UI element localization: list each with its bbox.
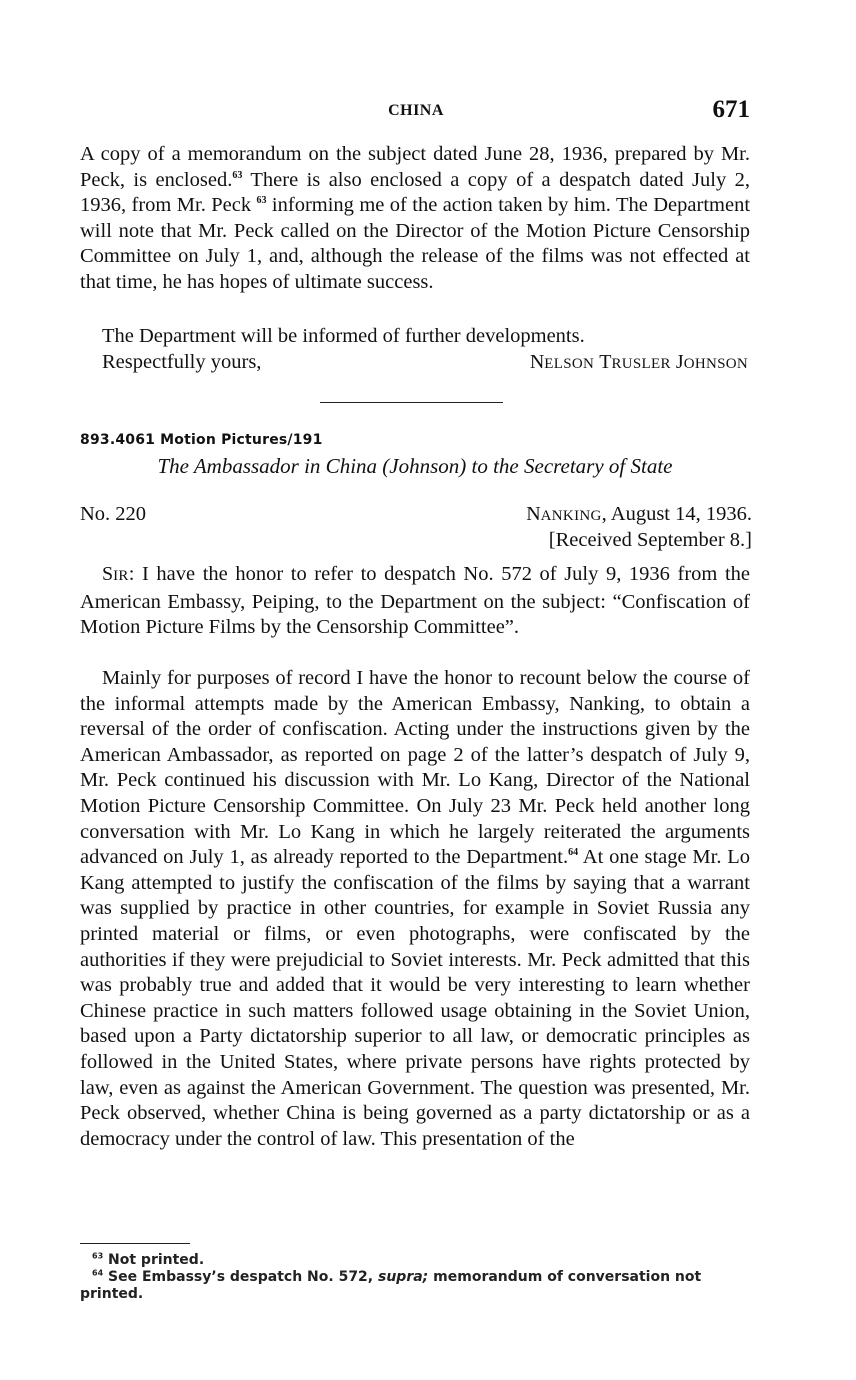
footnotes — [80, 1252, 752, 1303]
despatch-number: No. 220 — [80, 503, 147, 525]
closing-block — [80, 350, 750, 376]
section-divider — [320, 402, 503, 403]
running-title: CHINA — [388, 102, 444, 119]
footnote-ref[interactable]: 63 — [232, 169, 243, 181]
footnote-ref[interactable]: 63 — [256, 195, 267, 207]
developments-paragraph: The Department will be informed of further developments. — [102, 325, 585, 347]
file-reference: 893.4061 Motion Pictures/191 — [80, 432, 323, 448]
page-header — [80, 96, 752, 128]
intro-paragraph — [80, 142, 750, 296]
signature: NELSON TRUSLER JOHNSON — [529, 351, 748, 373]
closing-phrase: Respectfully yours, — [102, 351, 262, 373]
intro-text: A copy of a memorandum on the subject dated June 28, 1936, prepared by Mr. Peck, is enclosed. — [80, 143, 750, 191]
footnote-ref[interactable]: 64 — [568, 847, 579, 859]
footnote-63: $^{63}$ Not printed. — [92, 1251, 205, 1268]
body-paragraph — [80, 666, 750, 1152]
place-and-date: NANKING, August 14, 1936. — [526, 503, 752, 525]
footnote-rule — [80, 1243, 190, 1244]
intro-text: informing me of the action taken by him. The Department will note that Mr. Peck called on the Director of the Motion Picture Censorship Committee on July 1, and, although the release of the films was not effected at that time, he has hopes of ultimate success. — [80, 194, 751, 293]
received-date: [Received September 8.] — [548, 529, 752, 551]
salutation-paragraph: SIR: I have the honor to refer to despatch No. 572 of July 9, 1936 from the American Embassy, Peiping, to the Department on the subject: “Confiscation of Motion Picture Films by the Censorship Committee”. — [80, 563, 750, 639]
intro-text: There is also enclosed a copy of a despatch dated July 2, 1936, from Mr. Peck — [80, 168, 750, 217]
document-heading: The Ambassador in China (Johnson) to the Secretary of State — [157, 454, 673, 478]
footnote-64: $^{64}$ See Embassy’s despatch No. 572, supra; memorandum of conversation not printed. — [80, 1268, 702, 1302]
body-text: At one stage Mr. Lo Kang attempted to justify the confiscation of the films by saying that a warrant was supplied by practice in other countries, for example in Soviet Russia any printed material or films, or even photographs, were confiscated by the authorities if they were prejudicial to Soviet interests. Mr. Peck admitted that this was probably true and added that it would be very interesting to learn whether Chinese practice in such matters followed usage obtaining in the Soviet Union, based upon a Party dictatorship superior to all law, or democratic principles as followed in the United States, where private persons have rights protected by law, even as against the American Government. The question was presented, Mr. Peck observed, whether China is being governed as a party dictatorship or as a democracy under the control of law. This presentation of the — [80, 846, 751, 1150]
document-meta — [80, 502, 752, 552]
body-text: Mainly for purposes of record I have the honor to recount below the course of the informal attempts made by the American Embassy, Nanking, to obtain a reversal of the order of confiscation. Acting under the instructions given by the American Ambassador, as reported on page 2 of the latter’s despatch of July 9, Mr. Peck continued his discussion with Mr. Lo Kang, Director of the National Motion Picture Censorship Committee. On July 23 Mr. Peck held another long conversation with Mr. Lo Kang in which he largely reiterated the arguments advanced on July 1, as already reported to the Department. — [80, 667, 750, 869]
page-number: 671 — [712, 96, 750, 123]
